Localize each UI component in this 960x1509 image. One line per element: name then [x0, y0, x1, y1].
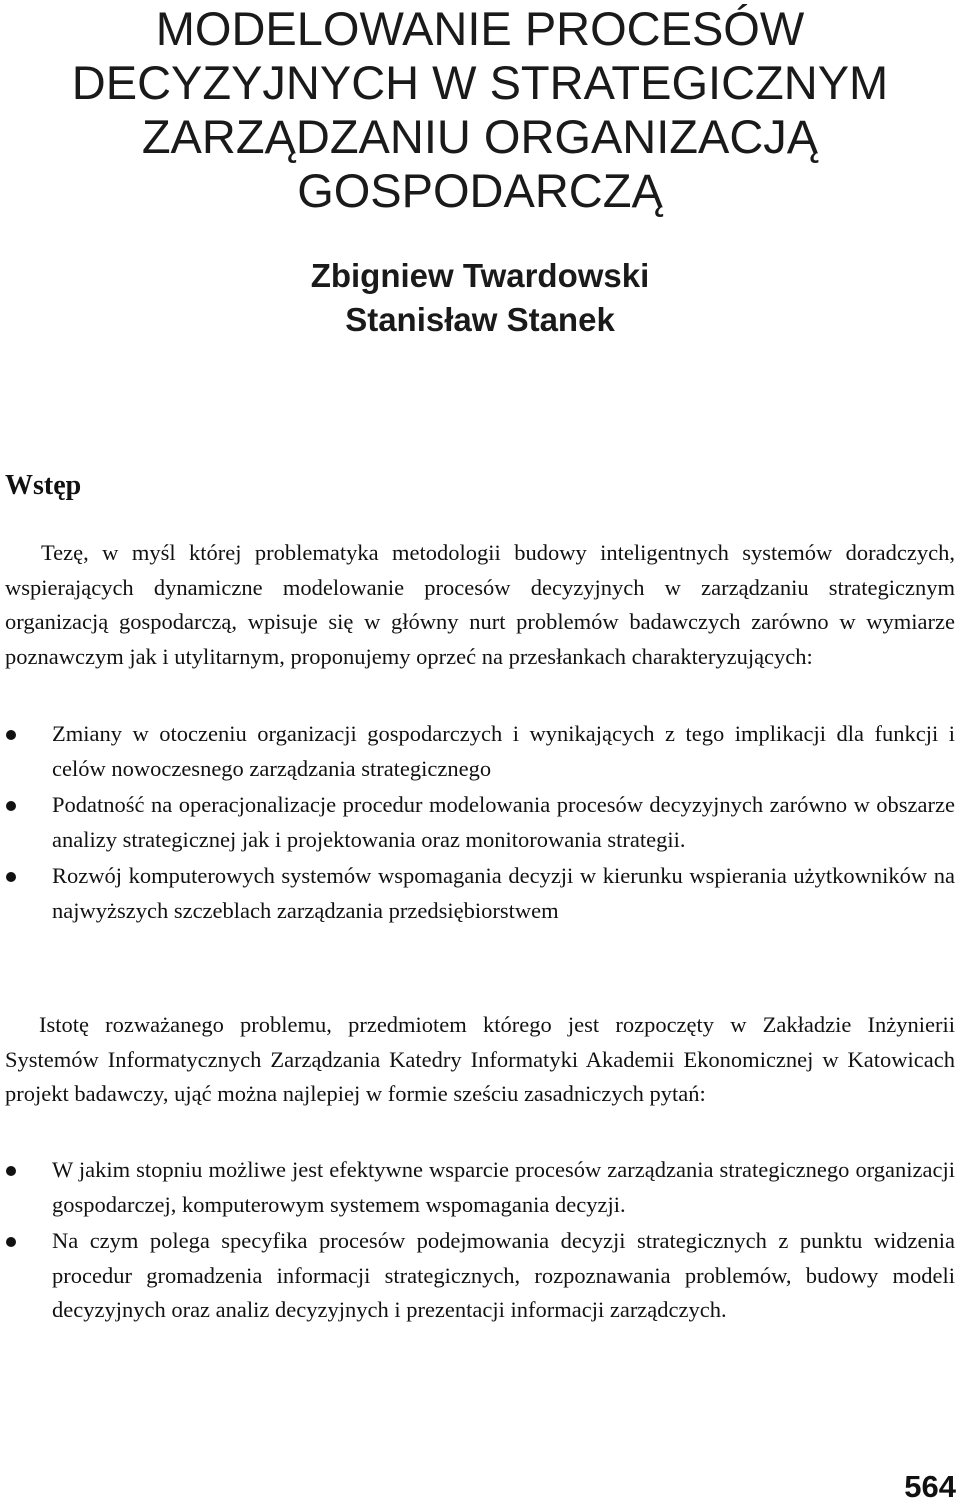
- list-item-text: Zmiany w otoczeniu organizacji gospodarczych i wynikających z tego implikacji dla funkcji i celów nowoczesnego zarządzania strategicznego: [52, 721, 955, 781]
- bullet-icon: [6, 872, 16, 882]
- bullet-icon: [6, 1237, 16, 1247]
- list-item: [0, 788, 955, 857]
- title-line: ZARZĄDZANIU ORGANIZACJĄ: [141, 110, 819, 163]
- list-item: [0, 1224, 955, 1328]
- bullet-icon: [6, 730, 16, 740]
- list-item: [0, 1153, 955, 1222]
- title-line: DECYZYJNYCH W STRATEGICZNYM: [71, 56, 889, 109]
- premises-list: [0, 717, 955, 930]
- authors-block: [0, 254, 960, 342]
- page-number: 564: [904, 1469, 956, 1504]
- title-line: GOSPODARCZĄ: [297, 164, 663, 217]
- list-item: [0, 859, 955, 928]
- section-heading: Wstęp: [5, 470, 82, 501]
- list-item-text: W jakim stopniu możliwe jest efektywne wsparcie procesów zarządzania strategicznego organizacji gospodarczej, komputerowym systemem wspomagania decyzji.: [52, 1157, 955, 1217]
- author-name: Zbigniew Twardowski: [310, 257, 650, 294]
- questions-list: [0, 1153, 955, 1330]
- title-line: MODELOWANIE PROCESÓW: [155, 2, 805, 55]
- list-item-text: Na czym polega specyfika procesów podejmowania decyzji strategicznych z punktu widzenia procedur gromadzenia informacji strategicznych, rozpoznawania problemów, budowy modeli decyzyjnych oraz analiz decyzyjnych i prezentacji informacji zarządczych.: [52, 1228, 955, 1322]
- list-item: [0, 717, 955, 786]
- author-name: Stanisław Stanek: [345, 301, 615, 338]
- bullet-icon: [6, 1166, 16, 1176]
- bullet-icon: [6, 801, 16, 811]
- document-title: [0, 2, 960, 218]
- list-item-text: Podatność na operacjonalizacje procedur modelowania procesów decyzyjnych zarówno w obszarze analizy strategicznej jak i projektowania oraz monitorowania strategii.: [52, 792, 955, 852]
- problem-paragraph: Istotę rozważanego problemu, przedmiotem którego jest rozpoczęty w Zakładzie Inżynierii Systemów Informatycznych Zarządzania Katedry Informatyki Akademii Ekonomicznej w Katowicach projekt badawczy, ująć można najlepiej w formie sześciu zasadniczych pytań:: [5, 1012, 955, 1106]
- list-item-text: Rozwój komputerowych systemów wspomagania decyzji w kierunku wspierania użytkowników na najwyższych szczeblach zarządzania przedsiębiorstwem: [52, 863, 955, 923]
- intro-paragraph: Tezę, w myśl której problematyka metodologii budowy inteligentnych systemów doradczych, wspierających dynamiczne modelowanie procesów decyzyjnych w zarządzaniu strategicznym organizacją gospodarczą, wpisuje się w główny nurt problemów badawczych zarówno w wymiarze poznawczym jak i utylitarnym, proponujemy oprzeć na przesłankach charakteryzujących:: [5, 540, 955, 669]
